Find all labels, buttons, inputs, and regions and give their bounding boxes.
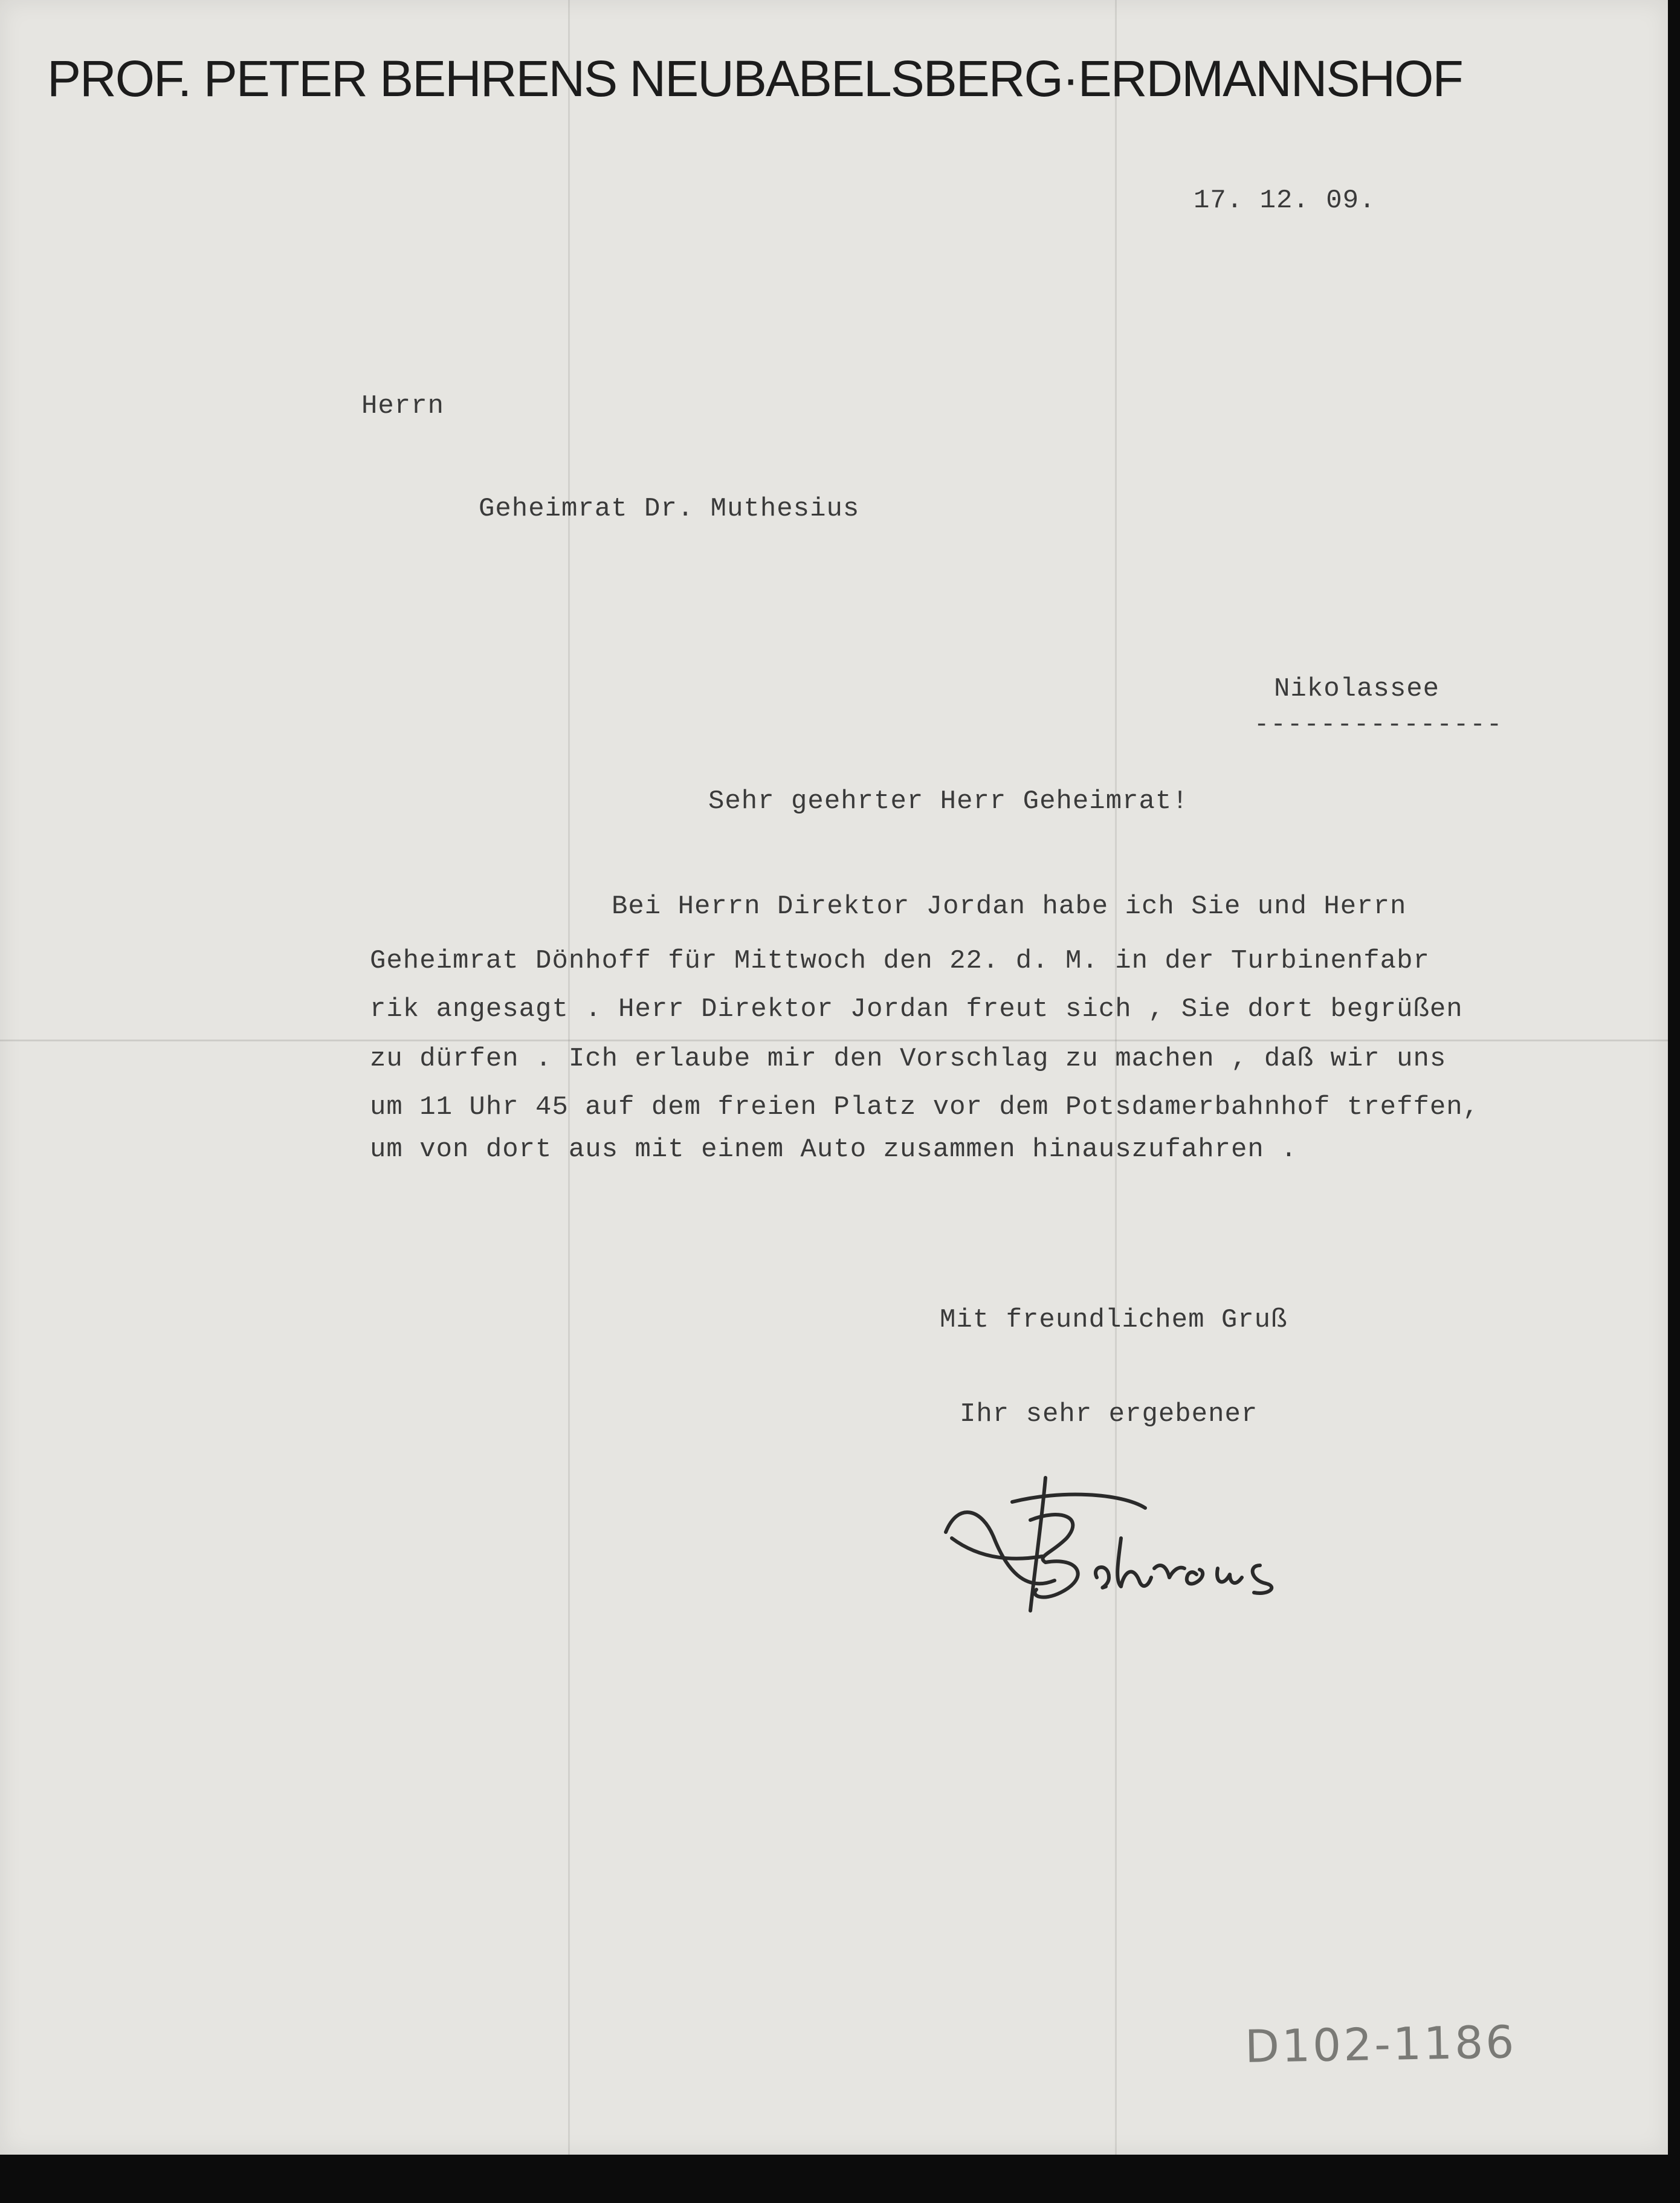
letterhead: PROF. PETER BEHRENS NEUBABELSBERG·ERDMANNSHOF <box>47 50 1462 107</box>
greeting: Sehr geehrter Herr Geheimrat! <box>708 786 1189 817</box>
fold-line <box>568 0 570 2155</box>
closing-2: Ihr sehr ergebener <box>960 1399 1258 1429</box>
body-line: Bei Herrn Direktor Jordan habe ich Sie und Herrn <box>612 891 1407 922</box>
closing: Mit freundlichem Gruß <box>940 1305 1288 1335</box>
recipient-name: Geheimrat Dr. Muthesius <box>479 494 860 524</box>
body-line: Geheimrat Dönhoff für Mittwoch den 22. d. M. in der Turbinenfabr <box>370 946 1430 976</box>
signature <box>940 1466 1314 1629</box>
body-line: zu dürfen . Ich erlaube mir den Vorschlag zu machen , daß wir uns <box>370 1044 1447 1074</box>
salutation-prefix: Herrn <box>361 391 445 421</box>
place-underline: --------------- <box>1254 710 1504 739</box>
archive-number: D102-1186 <box>1244 2016 1517 2073</box>
body-line: rik angesagt . Herr Direktor Jordan freut sich , Sie dort begrüßen <box>370 994 1463 1024</box>
fold-line <box>0 1040 1668 1041</box>
body-line: um von dort aus mit einem Auto zusammen hinauszufahren . <box>370 1134 1297 1165</box>
letter-date: 17. 12. 09. <box>1194 186 1376 216</box>
fold-line <box>1115 0 1117 2155</box>
recipient-place: Nikolassee <box>1274 674 1440 704</box>
body-line: um 11 Uhr 45 auf dem freien Platz vor dem Potsdamerbahnhof treffen, <box>370 1092 1480 1122</box>
